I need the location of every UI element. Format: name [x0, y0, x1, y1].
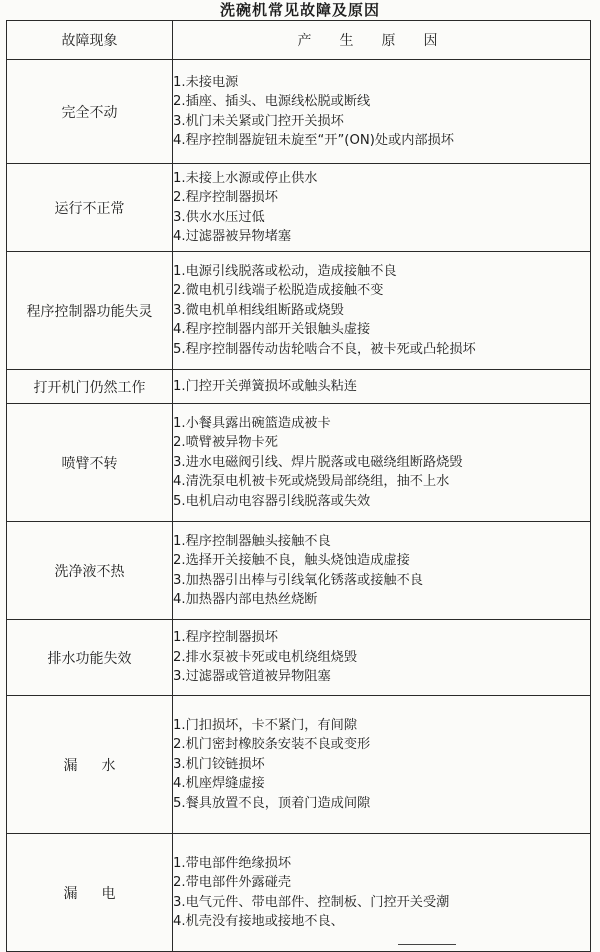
cause-item: 1.未接上水源或停止供水 [173, 170, 318, 186]
cause-item: 3.机门铰链损坏 [173, 756, 265, 772]
fault-symptom: 漏电 [7, 834, 173, 952]
cause-item: 3.加热器引出棒与引线氧化锈落或接触不良 [173, 572, 423, 588]
cause-item: 2.插座、插头、电源线松脱或断线 [173, 94, 371, 110]
fault-causes [173, 60, 591, 164]
cause-item: 1.电源引线脱落或松动，造成接触不良 [173, 263, 397, 279]
fault-causes [173, 164, 591, 252]
cause-item: 1.程序控制器损坏 [173, 630, 278, 646]
cause-item: 5.餐具放置不良，顶着门造成间隙 [173, 795, 371, 811]
fault-symptom: 喷臂不转 [7, 404, 173, 522]
cause-item: 3.供水水压过低 [173, 209, 265, 225]
table-row [7, 522, 591, 620]
fault-symptom: 完全不动 [7, 60, 173, 164]
table-row [7, 370, 591, 404]
fault-symptom: 排水功能失效 [7, 620, 173, 696]
fault-causes [173, 404, 591, 522]
table-row [7, 252, 591, 370]
table-row [7, 404, 591, 522]
table-header-row [7, 21, 591, 60]
fault-symptom: 漏水 [7, 696, 173, 834]
table-row [7, 60, 591, 164]
cause-item: 1.未接电源 [173, 74, 239, 90]
cause-item: 4.机座焊缝虚接 [173, 776, 265, 792]
header-cause: 产生原因 [173, 21, 591, 60]
cause-item: 4.机壳没有接地或接地不良、 [173, 913, 344, 929]
cause-item: 1.程序控制器触头接触不良 [173, 533, 331, 549]
cause-item: 3.进水电磁阀引线、焊片脱落或电磁绕组断路烧毁 [173, 454, 463, 470]
cause-item: 4.程序控制器内部开关银触头虚接 [173, 322, 371, 338]
cause-item: 2.带电部件外露碰壳 [173, 875, 292, 891]
cause-item: 2.程序控制器损坏 [173, 190, 278, 206]
table-row [7, 164, 591, 252]
cause-item: 4.程序控制器旋钮未旋至“开”(ON)处或内部损坏 [173, 132, 454, 148]
fault-causes [173, 834, 591, 952]
fault-causes [173, 252, 591, 370]
cause-item: 4.过滤器被异物堵塞 [173, 228, 292, 244]
cause-item: 2.机门密封橡胶条安装不良或变形 [173, 737, 371, 753]
cause-item: 2.排水泵被卡死或电机绕组烧毁 [173, 649, 358, 665]
header-symptom: 故障现象 [7, 21, 173, 60]
cause-item: 5.电机启动电容器引线脱落或失效 [173, 493, 371, 509]
fault-causes [173, 620, 591, 696]
cause-item: 3.微电机单相线组断路或烧毁 [173, 302, 344, 318]
cause-item: 5.程序控制器传动齿轮啮合不良，被卡死或凸轮损坏 [173, 341, 476, 357]
cause-item: 4.清洗泵电机被卡死或烧毁局部绕组，抽不上水 [173, 474, 450, 490]
cause-item: 3.机门未关紧或门控开关损坏 [173, 113, 344, 129]
fault-symptom: 程序控制器功能失灵 [7, 252, 173, 370]
cause-item: 1.带电部件绝缘损坏 [173, 855, 292, 871]
cause-item: 2.微电机引线端子松脱造成接触不变 [173, 283, 384, 299]
cause-item: 2.喷臂被异物卡死 [173, 435, 278, 451]
table-row [7, 620, 591, 696]
cause-item: 2.选择开关接触不良，触头烧蚀造成虚接 [173, 553, 410, 569]
fault-symptom: 打开机门仍然工作 [7, 370, 173, 404]
page-title: 洗碗机常见故障及原因 [219, 1, 380, 19]
fault-table [6, 20, 591, 952]
fault-causes [173, 370, 591, 404]
fault-causes [173, 522, 591, 620]
cause-item: 3.电气元件、带电部件、控制板、门控开关受潮 [173, 894, 450, 910]
cause-item: 3.过滤器或管道被异物阻塞 [173, 669, 331, 685]
bottom-pen-mark [398, 944, 456, 947]
cause-item: 4.加热器内部电热丝烧断 [173, 591, 318, 607]
cause-item: 1.门扣损坏，卡不紧门，有间隙 [173, 717, 358, 733]
fault-symptom: 洗净液不热 [7, 522, 173, 620]
fault-causes [173, 696, 591, 834]
table-body [7, 60, 591, 952]
fault-symptom: 运行不正常 [7, 164, 173, 252]
table-row [7, 834, 591, 952]
table-row [7, 696, 591, 834]
cause-item: 1.门控开关弹簧损坏或触头粘连 [173, 378, 358, 394]
cause-item: 1.小餐具露出碗篮造成被卡 [173, 415, 331, 431]
